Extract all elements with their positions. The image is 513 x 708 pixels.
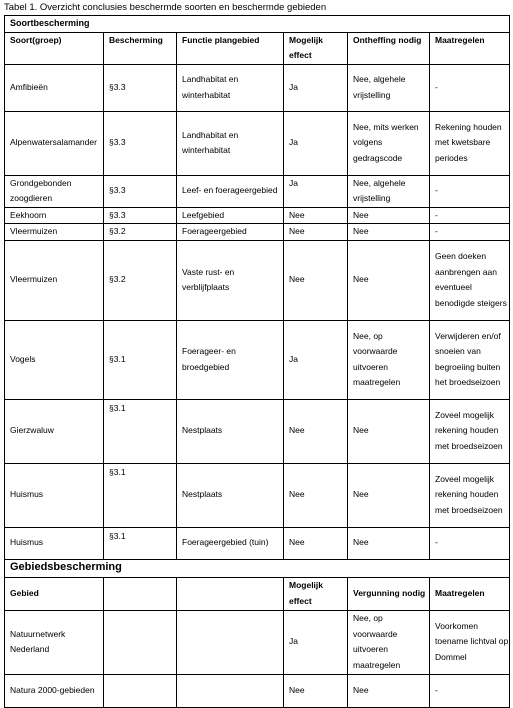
effect-cell: Ja: [284, 64, 348, 111]
protection-cell: §3.2: [104, 240, 177, 320]
protection-cell: §3.3: [104, 111, 177, 175]
table-row: [5, 527, 510, 559]
table-row: [5, 207, 510, 224]
exemption-cell: Nee, algehele vrijstelling: [348, 64, 430, 111]
header-cell: Mogelijk effect: [284, 577, 348, 610]
measures-cell: Geen doeken aanbrengen aan eventueel benodigde steigers: [430, 240, 510, 320]
exemption-cell: Nee: [348, 240, 430, 320]
species-cell: Vogels: [5, 320, 104, 399]
measures-cell: Voorkomen toename lichtval op Dommel: [430, 610, 510, 674]
effect-cell: Ja: [284, 111, 348, 175]
empty-cell: [177, 674, 284, 707]
protection-cell: §3.3: [104, 207, 177, 224]
permit-cell: Nee: [348, 674, 430, 707]
table-row: [5, 610, 510, 674]
species-cell: Gierzwaluw: [5, 399, 104, 463]
function-cell: Foerageergebied: [177, 224, 284, 241]
table-row: [5, 175, 510, 207]
measures-cell: Zoveel mogelijk rekening houden met broedseizoen: [430, 463, 510, 527]
area-cell: Natuurnetwerk Nederland: [5, 610, 104, 674]
function-cell: Leefgebied: [177, 207, 284, 224]
measures-cell: Zoveel mogelijk rekening houden met broedseizoen: [430, 399, 510, 463]
table-row: [5, 64, 510, 111]
species-cell: Vleermuizen: [5, 240, 104, 320]
empty-cell: [104, 610, 177, 674]
function-cell: Leef- en foerageergebied: [177, 175, 284, 207]
column-header-row: [5, 577, 510, 610]
protection-cell: §3.2: [104, 224, 177, 241]
table-row: [5, 674, 510, 707]
species-cell: Alpenwatersalamander: [5, 111, 104, 175]
header-cell: Ontheffing nodig: [348, 32, 430, 64]
header-cell: Vergunning nodig: [348, 577, 430, 610]
effect-cell: Nee: [284, 674, 348, 707]
area-cell: Natura 2000-gebieden: [5, 674, 104, 707]
empty-cell: [177, 610, 284, 674]
permit-cell: Nee, op voorwaarde uitvoeren maatregelen: [348, 610, 430, 674]
table-row: [5, 320, 510, 399]
species-cell: Eekhoorn: [5, 207, 104, 224]
species-cell: Huismus: [5, 463, 104, 527]
table-row: [5, 111, 510, 175]
species-cell: Huismus: [5, 527, 104, 559]
measures-cell: -: [430, 224, 510, 241]
header-cell: [177, 577, 284, 610]
header-cell: Gebied: [5, 577, 104, 610]
protection-cell: §3.1: [104, 527, 177, 559]
exemption-cell: Nee: [348, 463, 430, 527]
protection-cell: §3.3: [104, 64, 177, 111]
function-cell: Nestplaats: [177, 399, 284, 463]
function-cell: Landhabitat en winterhabitat: [177, 111, 284, 175]
section-header-row: [5, 559, 510, 577]
exemption-cell: Nee, algehele vrijstelling: [348, 175, 430, 207]
function-cell: Landhabitat en winterhabitat: [177, 64, 284, 111]
function-cell: Foerageer- en broedgebied: [177, 320, 284, 399]
effect-cell: Ja: [284, 610, 348, 674]
exemption-cell: Nee: [348, 207, 430, 224]
effect-cell: Nee: [284, 224, 348, 241]
measures-cell: Rekening houden met kwetsbare periodes: [430, 111, 510, 175]
protection-cell: §3.3: [104, 175, 177, 207]
section-title-gebiedsbescherming: Gebiedsbescherming: [5, 559, 510, 577]
function-cell: Nestplaats: [177, 463, 284, 527]
table-row: [5, 240, 510, 320]
measures-cell: -: [430, 527, 510, 559]
measures-cell: -: [430, 175, 510, 207]
header-cell: Functie plangebied: [177, 32, 284, 64]
effect-cell: Nee: [284, 463, 348, 527]
species-cell: Amfibieën: [5, 64, 104, 111]
measures-cell: Verwijderen en/of snoeien van begroeiing buiten het broedseizoen: [430, 320, 510, 399]
measures-cell: -: [430, 207, 510, 224]
effect-cell: Ja: [284, 175, 348, 207]
header-cell: [104, 577, 177, 610]
species-cell: Vleermuizen: [5, 224, 104, 241]
header-cell: Soort(groep): [5, 32, 104, 64]
table-row: [5, 463, 510, 527]
table-row: [5, 224, 510, 241]
empty-cell: [104, 674, 177, 707]
exemption-cell: Nee, mits werken volgens gedragscode: [348, 111, 430, 175]
effect-cell: Nee: [284, 240, 348, 320]
measures-cell: -: [430, 64, 510, 111]
effect-cell: Nee: [284, 207, 348, 224]
measures-cell: -: [430, 674, 510, 707]
effect-cell: Nee: [284, 527, 348, 559]
section-title-soortbescherming: Soortbescherming: [5, 16, 510, 33]
section-header-row: [5, 16, 510, 33]
column-header-row: [5, 32, 510, 64]
header-cell: Mogelijk effect: [284, 32, 348, 64]
exemption-cell: Nee: [348, 224, 430, 241]
table-row: [5, 399, 510, 463]
exemption-cell: Nee: [348, 527, 430, 559]
effect-cell: Nee: [284, 399, 348, 463]
effect-cell: Ja: [284, 320, 348, 399]
table-caption: Tabel 1. Overzicht conclusies beschermde soorten en beschermde gebieden: [4, 2, 327, 13]
protection-cell: §3.1: [104, 399, 177, 463]
protection-cell: §3.1: [104, 463, 177, 527]
header-cell: Bescherming: [104, 32, 177, 64]
exemption-cell: Nee: [348, 399, 430, 463]
protection-cell: §3.1: [104, 320, 177, 399]
function-cell: Foerageergebied (tuin): [177, 527, 284, 559]
function-cell: Vaste rust- en verblijfplaats: [177, 240, 284, 320]
header-cell: Maatregelen: [430, 32, 510, 64]
exemption-cell: Nee, op voorwaarde uitvoeren maatregelen: [348, 320, 430, 399]
header-cell: Maatregelen: [430, 577, 510, 610]
species-cell: Grondgebonden zoogdieren: [5, 175, 104, 207]
conclusions-table: [4, 15, 510, 708]
